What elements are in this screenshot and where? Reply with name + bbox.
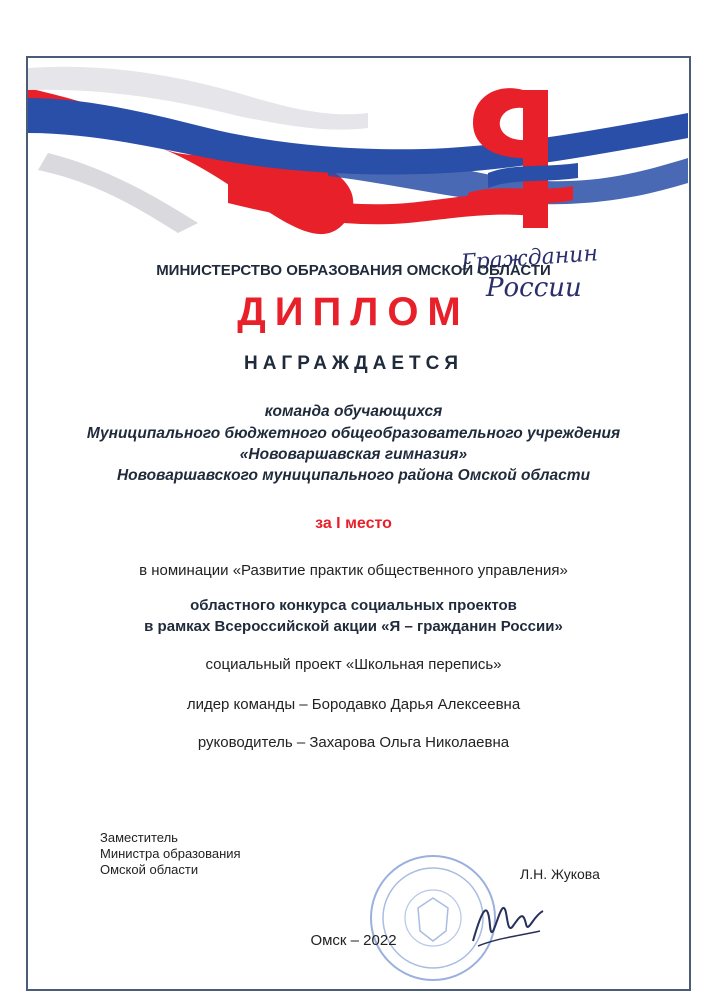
nomination-text: в номинации «Развитие практик общественного управления» — [139, 562, 568, 579]
recipient-line-3: «Нововаршавская гимназия» — [239, 446, 468, 463]
contest-line-1: областного конкурса социальных проектов — [190, 597, 517, 614]
signatory-title-line: Министра образования — [100, 846, 241, 861]
place-text: за I место — [315, 515, 392, 532]
leader-text: лидер команды – Бородавко Дарья Алексеевна — [186, 696, 521, 713]
signatory-name: Л.Н. Жукова — [520, 866, 600, 882]
signatory-title-line: Заместитель — [100, 830, 178, 845]
project-text: социальный проект «Школьная перепись» — [205, 656, 502, 673]
ya-grazhdanin-logo — [428, 78, 598, 258]
place-date: Омск – 2022 — [310, 932, 397, 949]
ministry-heading: МИНИСТЕРСТВО ОБРАЗОВАНИЯ ОМСКОЙ ОБЛАСТИ — [156, 262, 551, 279]
awarded-heading: НАГРАЖДАЕТСЯ — [243, 353, 464, 374]
contest-line-2: в рамках Всероссийской акции «Я – гражданин России» — [144, 618, 563, 635]
recipient-line-1: команда обучающихся — [264, 403, 443, 420]
recipient-line-2: Муниципального бюджетного общеобразовательного учреждения — [86, 425, 621, 442]
diploma-title: ДИПЛОМ — [237, 290, 470, 334]
logo-text-grazhdanin: Гражданин — [460, 241, 599, 276]
logo-text-rossii: России — [486, 273, 582, 303]
supervisor-text: руководитель – Захарова Ольга Николаевна — [197, 734, 510, 751]
signatory-title-line: Омской области — [100, 862, 199, 877]
recipient-line-4: Нововаршавского муниципального района Омской области — [116, 467, 591, 484]
signatory-title — [100, 830, 241, 878]
